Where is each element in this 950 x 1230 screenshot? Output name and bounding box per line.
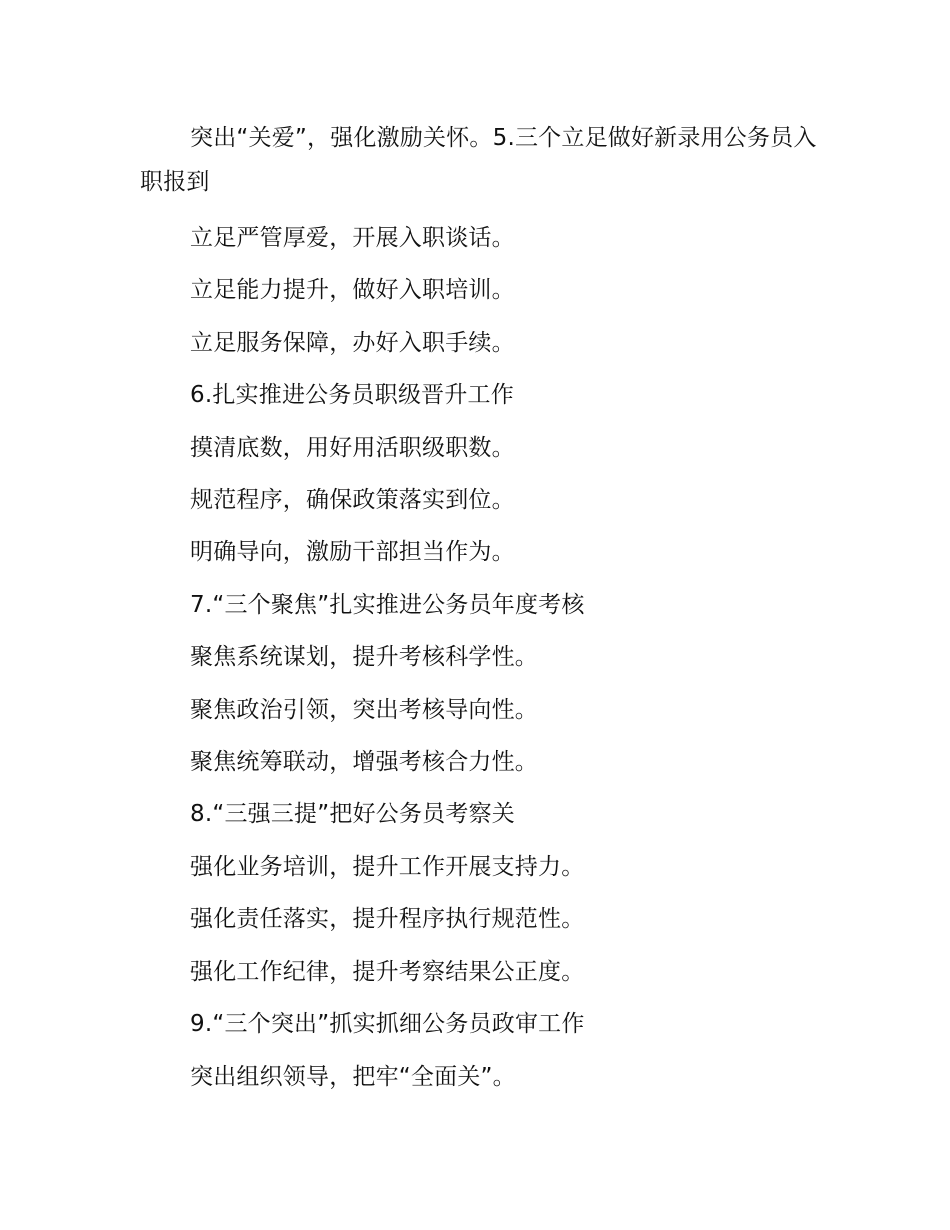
paragraph: 强化业务培训，提升工作开展支持力。	[190, 853, 585, 880]
section-heading: 8.“三强三提”把好公务员考察关	[190, 801, 515, 828]
paragraph: 立足能力提升，做好入职培训。	[190, 277, 515, 304]
paragraph: 强化责任落实，提升程序执行规范性。	[190, 906, 585, 933]
paragraph: 立足严管厚爱，开展入职谈话。	[190, 225, 515, 251]
paragraph: 聚焦系统谋划，提升考核科学性。	[190, 644, 538, 671]
section-heading: 6.扎实推进公务员职级晋升工作	[190, 382, 514, 409]
paragraph: 聚焦统筹联动，增强考核合力性。	[190, 749, 538, 776]
section-heading: 7.“三个聚焦”扎实推进公务员年度考核	[190, 591, 585, 618]
paragraph: 摸清底数，用好用活职级职数。	[190, 434, 515, 461]
paragraph: 突出组织领导，把牢“全面关”。	[190, 1063, 516, 1090]
section-heading: 9.“三个突出”抓实抓细公务员政审工作	[190, 1011, 585, 1038]
paragraph: 立足服务保障，办好入职手续。	[190, 329, 515, 356]
paragraph: 明确导向，激励干部担当作为。	[190, 539, 515, 566]
paragraph: 突出“关爱”，强化激励关怀。5.三个立足做好新录用公务员入职报到	[140, 125, 817, 195]
paragraph: 强化工作纪律，提升考察结果公正度。	[190, 958, 585, 985]
paragraph: 规范程序，确保政策落实到位。	[190, 487, 515, 514]
document-body	[140, 116, 820, 1103]
paragraph: 聚焦政治引领，突出考核导向性。	[190, 696, 538, 723]
